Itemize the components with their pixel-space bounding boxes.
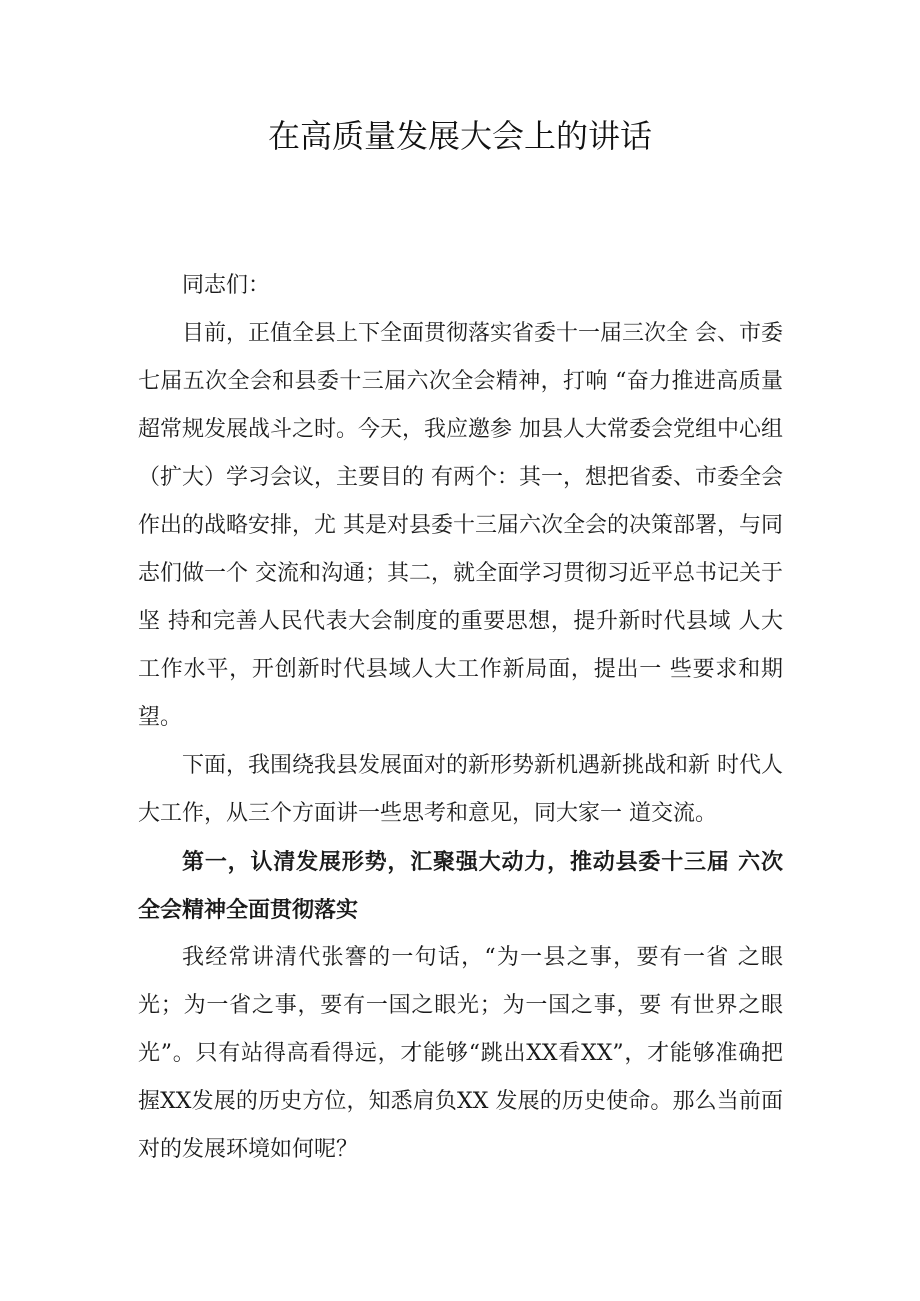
- document-title: 在高质量发展大会上的讲话: [267, 117, 652, 155]
- salutation: 同志们：: [182, 273, 271, 298]
- section-heading: 第一，认清发展形势，汇聚强大动力，推动县委十三届 六次全会精神全面贯彻落实: [138, 849, 783, 923]
- body-paragraph: 下面，我围绕我县发展面对的新形势新机遇新挑战和新 时代人大工作，从三个方面讲一些思考和意见，同大家一 道交流。: [138, 753, 783, 826]
- body-paragraph: 目前，正值全县上下全面贯彻落实省委十一届三次全 会、市委七届五次全会和县委十三届六次全会精神，打响 “奋力推进高质量超常规发展战斗之时。今天，我应邀参 加县人大常委会党组中心组（扩大）学习会议，主要目的 有两个：其一，想把省委、市委全会作出的战略安排，尤 其是对县委十三届六次全会的决策部署，与同志们做一个 交流和沟通；其二，就全面学习贯彻习近平总书记关于坚 持和完善人民代表大会制度的重要思想，提升新时代县域 人大工作水平，开创新时代县域人大工作新局面，提出一 些要求和期望。: [138, 321, 783, 730]
- body-paragraph: 我经常讲清代张謇的一句话，“为一县之事，要有一省 之眼光；为一省之事，要有一国之眼光；为一国之事，要 有世界之眼光”。只有站得高看得远，才能够“跳出XX看XX”，才能够准确把握XX发展的历史方位，知悉肩负XX 发展的历史使命。那么当前面对的发展环境如何呢？: [138, 945, 783, 1162]
- document-body: [138, 262, 783, 1174]
